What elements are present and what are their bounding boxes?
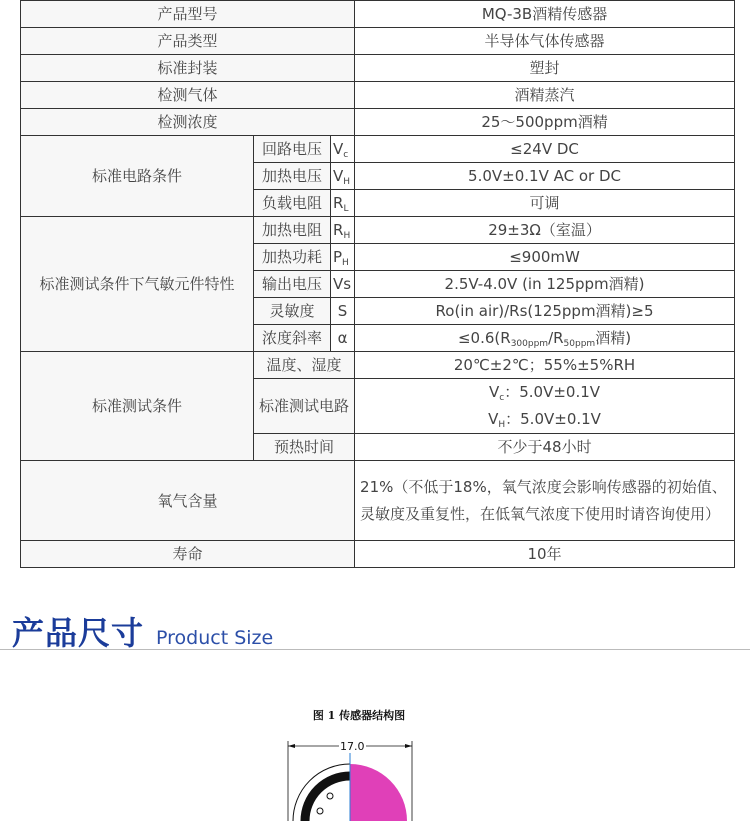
slope-label: 浓度斜率 (254, 325, 331, 352)
section-divider (0, 649, 750, 650)
test-circuit-vh: $V_H$：5.0V±0.1V (488, 410, 601, 430)
figure-caption: 图 1 传感器结构图 (312, 709, 406, 722)
table-row (21, 55, 735, 82)
output-voltage-label: 输出电压 (254, 271, 331, 298)
heater-power-label: 加热功耗 (254, 244, 331, 271)
heater-voltage-label: 加热电压 (254, 163, 331, 190)
heater-voltage-value: 5.0V±0.1V AC or DC (355, 163, 735, 190)
product-type-label: 产品类型 (21, 28, 355, 55)
product-type-value: 半导体气体传感器 (355, 28, 735, 55)
life-value: 10年 (355, 541, 735, 568)
dimension-label: 17.0 (340, 740, 365, 753)
output-voltage-symbol: Vs (331, 271, 355, 298)
test-circuit-value (355, 379, 735, 434)
sensitivity-label: 灵敏度 (254, 298, 331, 325)
spec-table (20, 0, 735, 568)
package-label: 标准封装 (21, 55, 355, 82)
heater-resistance-label: 加热电阻 (254, 217, 331, 244)
sensitivity-value: Ro(in air)/Rs(125ppm酒精)≥5 (355, 298, 735, 325)
table-row (21, 109, 735, 136)
table-row (21, 352, 735, 379)
standard-test-group: 标准测试条件 (21, 352, 254, 461)
temp-humidity-value: 20℃±2℃；55%±5%RH (355, 352, 735, 379)
gas-label: 检测气体 (21, 82, 355, 109)
table-row (21, 461, 735, 541)
heater-power-symbol: $P_H$ (331, 244, 355, 271)
preheat-value: 不少于48小时 (355, 434, 735, 461)
section-title-zh: 产品尺寸 (12, 614, 145, 652)
loop-voltage-value: ≤24V DC (355, 136, 735, 163)
table-row (21, 541, 735, 568)
sensitivity-symbol: S (331, 298, 355, 325)
dimension-arrow-left (288, 744, 295, 748)
section-title (12, 608, 273, 654)
concentration-label: 检测浓度 (21, 109, 355, 136)
dimension-arrow-right (405, 744, 412, 748)
oxygen-value: 21%（不低于18%，氧气浓度会影响传感器的初始值、灵敏度及重复性，在低氧气浓度下使用时请咨询使用） (355, 461, 735, 541)
loop-voltage-symbol: $V_c$ (331, 136, 355, 163)
load-resistance-value: 可调 (355, 190, 735, 217)
heater-voltage-symbol: $V_H$ (331, 163, 355, 190)
life-label: 寿命 (21, 541, 355, 568)
output-voltage-value: 2.5V-4.0V (in 125ppm酒精) (355, 271, 735, 298)
sensor-pin (317, 808, 323, 814)
sensor-ring (305, 776, 350, 821)
table-row (21, 28, 735, 55)
load-resistance-label: 负载电阻 (254, 190, 331, 217)
package-value: 塑封 (355, 55, 735, 82)
slope-symbol: α (331, 325, 355, 352)
gas-value: 酒精蒸汽 (355, 82, 735, 109)
table-row (21, 136, 735, 163)
loop-voltage-label: 回路电压 (254, 136, 331, 163)
test-circuit-label: 标准测试电路 (254, 379, 355, 434)
test-circuit-vc: $V_c$：5.0V±0.1V (489, 383, 601, 403)
concentration-value: 25～500ppm酒精 (355, 109, 735, 136)
circuit-conditions-group: 标准电路条件 (21, 136, 254, 217)
product-model-label: 产品型号 (21, 1, 355, 28)
sensor-mesh-magenta (350, 764, 407, 821)
table-row (21, 82, 735, 109)
heater-power-value: ≤900mW (355, 244, 735, 271)
section-title-en: Product Size (156, 627, 274, 649)
preheat-label: 预热时间 (254, 434, 355, 461)
product-model-value: MQ-3B酒精传感器 (355, 1, 735, 28)
test-characteristics-group: 标准测试条件下气敏元件特性 (21, 217, 254, 352)
heater-resistance-symbol: $R_H$ (331, 217, 355, 244)
sensor-pin (327, 793, 333, 799)
oxygen-label: 氧气含量 (21, 461, 355, 541)
table-row (21, 217, 735, 244)
load-resistance-symbol: $R_L$ (331, 190, 355, 217)
table-row (21, 1, 735, 28)
slope-value: $\le 0.6(R_{300ppm}/R_{50ppm}$酒精) (355, 325, 735, 352)
temp-humidity-label: 温度、湿度 (254, 352, 355, 379)
heater-resistance-value: 29±3Ω（室温） (355, 217, 735, 244)
